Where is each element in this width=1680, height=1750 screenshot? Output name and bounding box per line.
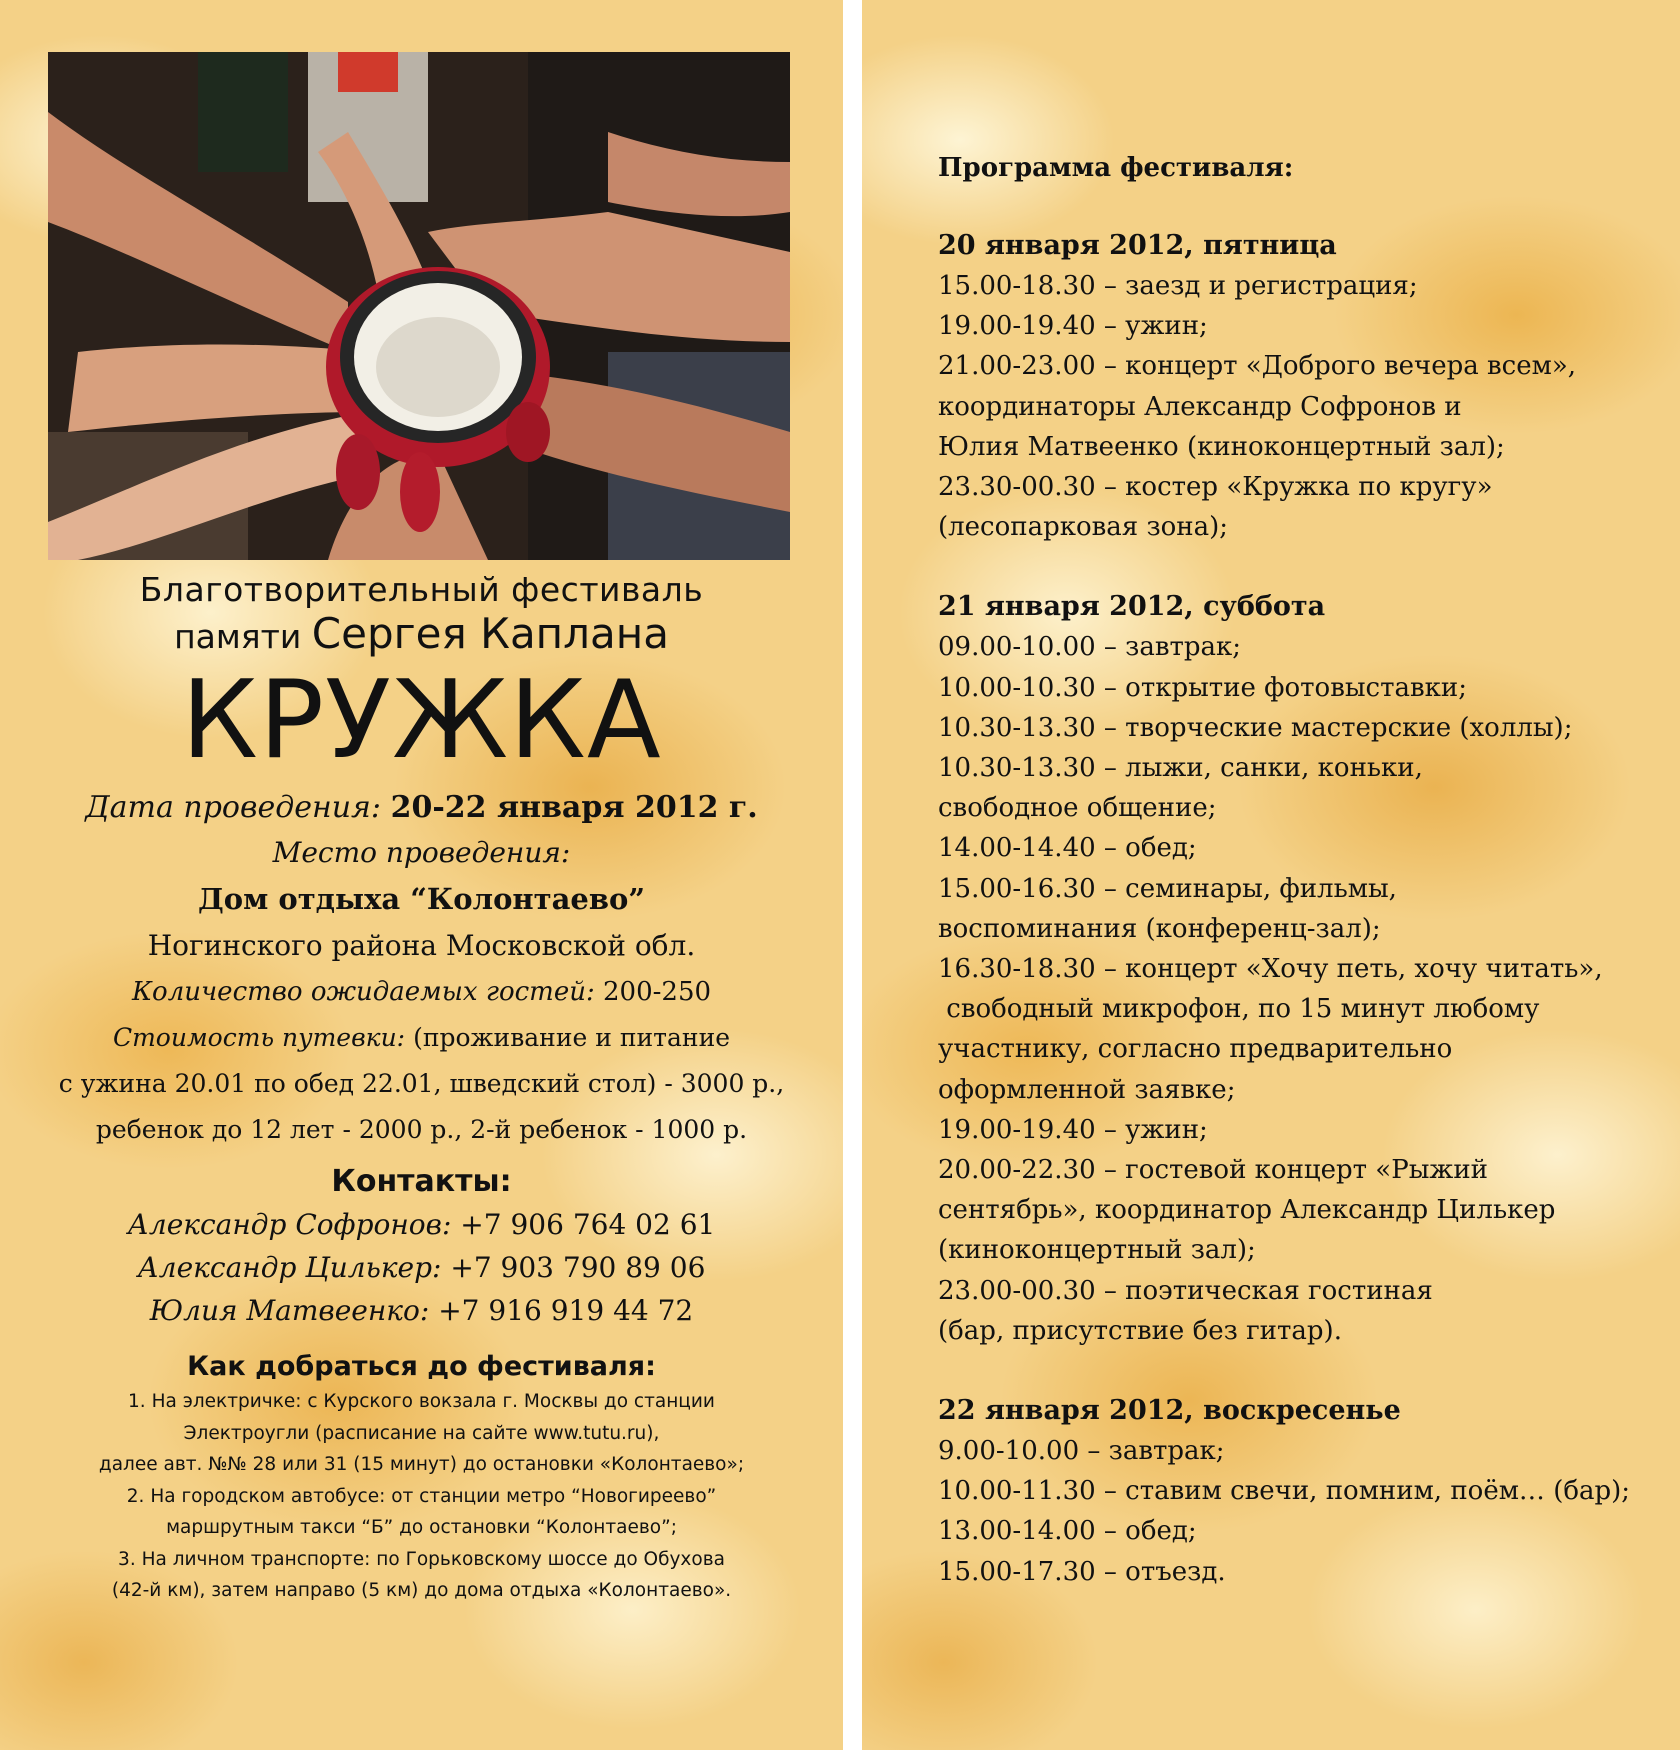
schedule-line: Юлия Матвеенко (киноконцертный зал); [938,431,1505,462]
day-saturday [938,587,1668,1351]
schedule-line: свободное общение; [938,793,1217,824]
schedule-line: 15.00-16.30 – семинары, фильмы, [938,873,1397,904]
guests-line [0,969,843,1015]
schedule-line: 09.00-10.00 – завтрак; [938,632,1242,663]
schedule-line: 10.30-13.30 – творческие мастерские (холлы); [938,712,1573,743]
schedule-line: 10.30-13.30 – лыжи, санки, коньки, [938,753,1423,784]
directions-line: Электроугли (расписание на сайте www.tutu.ru), [183,1422,660,1444]
price-line-1 [0,1015,843,1061]
directions-line: 3. На личном транспорте: по Горьковскому шоссе до Обухова [118,1548,725,1570]
day-heading: 20 января 2012, пятница [938,230,1337,261]
price-text-1: (проживание и питание [413,1023,731,1052]
contact-name: Юлия Матвеенко: [149,1294,430,1327]
flyer-text [0,568,843,1607]
schedule-line: 23.00-00.30 – поэтическая гостиная [938,1275,1433,1306]
contact-name: Александр Софронов: [127,1208,452,1241]
contact-phone: +7 916 919 44 72 [438,1294,694,1327]
day-heading: 21 января 2012, суббота [938,591,1326,623]
day-friday [938,226,1668,547]
schedule-line: сентябрь», координатор Александр Цилькер [938,1195,1556,1226]
directions-title: Как добраться до фестиваля: [187,1351,656,1382]
date-label: Дата проведения: [85,790,382,825]
day-sunday [938,1391,1668,1592]
schedule-line: (лесопарковая зона); [938,512,1229,543]
schedule-line: 19.00-19.40 – ужин; [938,1114,1208,1145]
festival-photo [48,52,790,560]
contact-phone: +7 903 790 89 06 [450,1251,706,1284]
memorial-line [0,609,843,659]
schedule-line: 20.00-22.30 – гостевой концерт «Рыжий [938,1155,1488,1186]
program-schedule [938,148,1668,1632]
date-value: 20-22 января 2012 г. [390,790,758,825]
schedule-line: 10.00-10.30 – открытие фотовыставки; [938,672,1467,703]
memorial-name: Сергея Каплана [311,609,669,658]
directions-line: 1. На электричке: с Курского вокзала г. Москвы до станции [128,1391,715,1412]
price-line-2: с ужина 20.01 по обед 22.01, шведский стол) - 3000 р., [58,1069,785,1098]
hands-with-mug-illustration [48,52,790,560]
price-line-3: ребенок до 12 лет - 2000 р., 2-й ребенок - 1000 р. [95,1115,748,1144]
schedule-line: 23.30-00.30 – костер «Кружка по кругу» [938,472,1493,503]
directions-line: (42-й км), затем направо (5 км) до дома отдыха «Колонтаево». [111,1580,732,1601]
memorial-prefix: памяти [174,617,302,656]
schedule-line: 15.00-18.30 – заезд и регистрация; [938,271,1418,301]
schedule-line: оформленной заявке; [938,1074,1236,1105]
day-heading: 22 января 2012, воскресенье [938,1395,1401,1427]
schedule-line: (бар, присутствие без гитар). [938,1315,1342,1346]
schedule-line: 13.00-14.00 – обед; [938,1516,1197,1547]
schedule-line: 10.00-11.30 – ставим свечи, помним, поём… (бар); [938,1476,1631,1507]
festival-title: КРУЖКА [181,658,662,783]
contact-matveenko [0,1289,843,1332]
contact-phone: +7 906 764 02 61 [460,1208,716,1241]
schedule-line: 16.30-18.30 – концерт «Хочу петь, хочу читать», [938,954,1603,985]
venue-name: Дом отдыха “Колонтаево” [197,882,646,916]
schedule-line: (киноконцертный зал); [938,1235,1256,1266]
schedule-line: 21.00-23.00 – концерт «Доброго вечера всем», [938,351,1576,382]
schedule-line: 15.00-17.30 – отъезд. [938,1556,1226,1587]
guests-value: 200-250 [603,977,712,1007]
venue-region: Ногинского района Московской обл. [147,929,696,962]
schedule-line: 19.00-19.40 – ужин; [938,311,1208,342]
contacts-title: Контакты: [331,1164,512,1199]
schedule-line: координаторы Александр Софронов и [938,391,1462,422]
price-label: Стоимость путевки: [112,1023,406,1052]
schedule-line: воспоминания (конференц-зал); [938,913,1381,944]
festival-subtitle: Благотворительный фестиваль [139,570,704,609]
directions-line: далее авт. №№ 28 или 31 (15 минут) до остановки «Колонтаево»; [98,1454,745,1475]
schedule-line: 14.00-14.40 – обед; [938,833,1197,864]
contact-tsilker [0,1246,843,1289]
date-line [0,785,843,831]
guests-label: Количество ожидаемых гостей: [131,977,595,1007]
program-title: Программа фестиваля: [938,153,1294,183]
schedule-line: свободный микрофон, по 15 минут любому [938,994,1540,1025]
schedule-line: 9.00-10.00 – завтрак; [938,1436,1225,1467]
directions-line: маршрутным такси “Б” до остановки “Колонтаево”; [166,1517,677,1538]
contact-sofronov [0,1203,843,1246]
venue-label: Место проведения: [272,836,571,869]
contact-name: Александр Цилькер: [137,1251,442,1284]
schedule-line: участнику, согласно предварительно [938,1034,1453,1065]
directions-line: 2. На городском автобусе: от станции метро “Новогиреево” [126,1485,717,1507]
